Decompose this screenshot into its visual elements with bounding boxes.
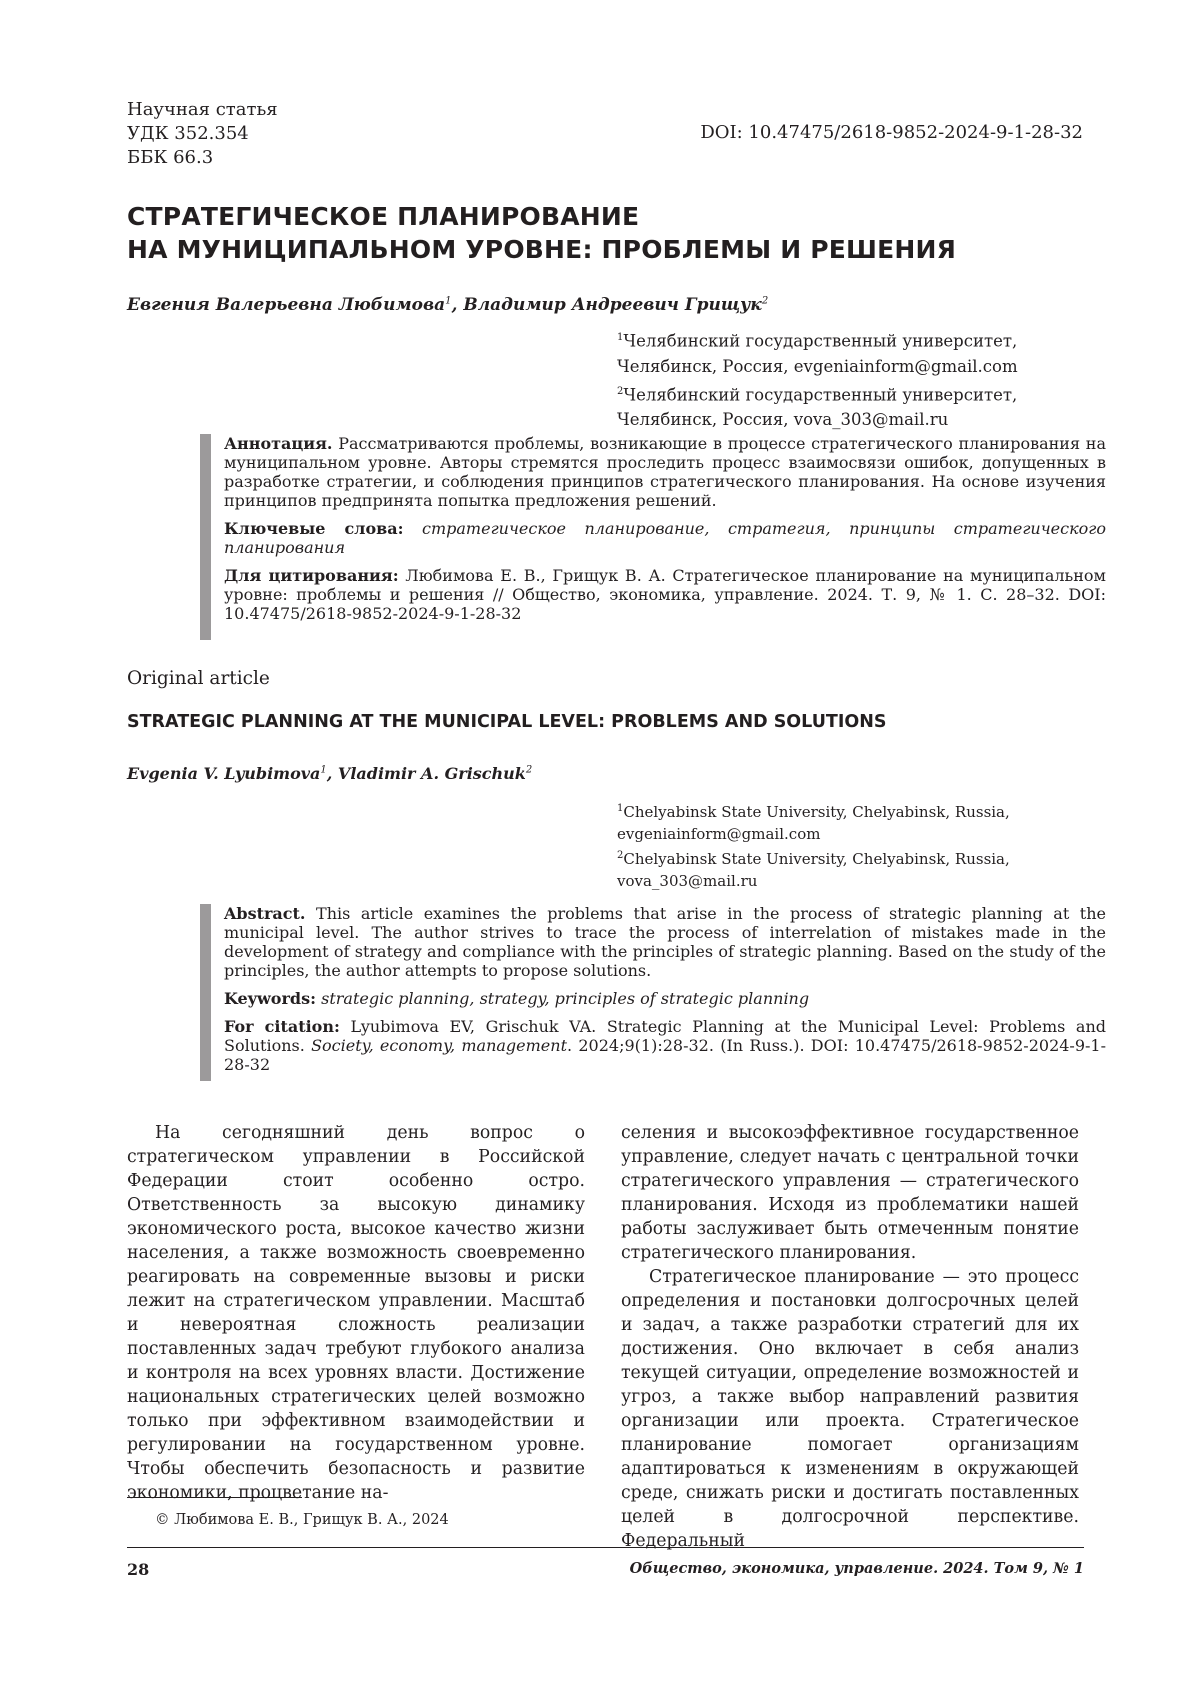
body-paragraph: селения и высокоэффективное государственное управление, следует начать с центральной точки стратегического управления — стратегического планирования. Исходя из проблематики нашей работы заслуживает быть отмеченным понятие стратегического планирования. bbox=[621, 1123, 1079, 1263]
footer-rule bbox=[127, 1547, 1084, 1548]
affiliation-en-1: $^1$Chelyabinsk State University, Chelyabinsk, Russia, bbox=[617, 803, 1010, 821]
author-2-ru-sup: 2 bbox=[761, 295, 769, 307]
title-ru-line2: НА МУНИЦИПАЛЬНОМ УРОВНЕ: ПРОБЛЕМЫ И РЕШЕНИЯ bbox=[127, 235, 957, 264]
journal-running-footer: Общество, экономика, управление. 2024. Том 9, № 1 bbox=[629, 1560, 1084, 1577]
title-ru bbox=[127, 200, 1087, 266]
title-en: STRATEGIC PLANNING AT THE MUNICIPAL LEVEL: PROBLEMS AND SOLUTIONS bbox=[127, 712, 887, 732]
abstract-box-ru bbox=[200, 434, 1106, 640]
affiliation-ru-1: $^1$Челябинский государственный университет, bbox=[617, 331, 1018, 351]
affiliation-en-2-email: vova_303@mail.ru bbox=[617, 872, 758, 890]
body-paragraph: На сегодняшний день вопрос о стратегическом управлении в Российской Федерации стоит особенно остро. Ответственность за высокую динамику экономического роста, высокое качество жизни населения, а также возможность своевременно реагировать на современные вызовы и риски лежит на стратегическом управлении. Масштаб и невероятная сложность реализации поставленных задач требуют глубокого анализа и контроля на всех уровнях власти. Достижение национальных стратегических целей возможно только при эффективном взаимодействии и регулировании на государственном уровне. Чтобы обеспечить безопасность и развитие экономики, процветание на- bbox=[127, 1123, 585, 1503]
body-column-right bbox=[621, 1121, 1079, 1553]
body-column-left bbox=[127, 1121, 585, 1505]
affiliation-en-2: $^2$Chelyabinsk State University, Chelyabinsk, Russia, bbox=[617, 850, 1010, 868]
affiliation-ru-1-location: Челябинск, Россия, evgeniainform@gmail.com bbox=[617, 356, 1018, 376]
citation-en: For citation: Lyubimova EV, Grischuk VA. Strategic Planning at the Municipal Level: Problems and Solutions. Society, economy, management. 2024;9(1):28-32. (In Russ.). DOI: 10.47475/2618-9852-2024-9-1-28-32 bbox=[224, 1017, 1107, 1074]
affiliation-ru-2: $^2$Челябинский государственный университет, bbox=[617, 385, 1018, 404]
keywords-ru: Ключевые слова: стратегическое планирование, стратегия, принципы стратегического планирования bbox=[224, 519, 1106, 557]
abstract-ru: Аннотация. Рассматриваются проблемы, возникающие в процессе стратегического планирования на муниципальном уровне. Авторы стремятся проследить процесс взаимосвязи ошибок, допущенных в разработке стратегии, и соблюдения принципов стратегического планирования. На основе изучения принципов предпринята попытка предложения решений. bbox=[224, 434, 1106, 510]
affiliation-ru-2-location: Челябинск, Россия, vova_303@mail.ru bbox=[617, 410, 949, 429]
authors-ru: Евгения Валерьевна Любимова$^1$, Владимир Андреевич Грищук$^2$ bbox=[127, 295, 769, 315]
author-1-en-sup: 1 bbox=[320, 764, 327, 776]
author-1-ru: Евгения Валерьевна Любимова bbox=[127, 295, 446, 315]
author-2-en-sup: 2 bbox=[525, 764, 533, 776]
author-1-en: Evgenia V. Lyubimova bbox=[127, 764, 321, 783]
title-ru-line1: СТРАТЕГИЧЕСКОЕ ПЛАНИРОВАНИЕ bbox=[127, 202, 640, 231]
affiliation-en-1-email: evgeniainform@gmail.com bbox=[617, 825, 821, 843]
article-meta bbox=[127, 98, 278, 170]
doi: DOI: 10.47475/2618-9852-2024-9-1-28-32 bbox=[700, 122, 1083, 143]
article-type-en: Original article bbox=[127, 668, 270, 689]
affiliations-en bbox=[617, 798, 1077, 892]
footnote-rule bbox=[127, 1497, 302, 1498]
copyright-footnote: © Любимова Е. В., Грищук В. А., 2024 bbox=[155, 1512, 449, 1528]
abstract-en: Abstract. This article examines the problems that arise in the process of strategic planning at the municipal level. The author strives to trace the process of interrelation of mistakes made in the development of strategy and compliance with the principles of strategic planning. Based on the study of the principles, the author attempts to propose solutions. bbox=[224, 904, 1106, 980]
body-paragraph: Стратегическое планирование — это процесс определения и постановки долгосрочных целей и задач, а также разработки стратегий для их достижения. Оно включает в себя анализ текущей ситуации, определение возможностей и угроз, а также выбор направлений развития организации или проекта. Стратегическое планирование помогает организациям адаптироваться к изменениям в окружающей среде, снижать риски и достигать поставленных целей в долгосрочной перспективе. Федеральный bbox=[621, 1267, 1079, 1551]
abstract-box-en bbox=[200, 904, 1106, 1081]
authors-en: Evgenia V. Lyubimova$^1$, Vladimir A. Grischuk$^2$ bbox=[127, 764, 533, 783]
bbk-code: ББК 66.3 bbox=[127, 147, 214, 168]
keywords-en: Keywords: strategic planning, strategy, principles of strategic planning bbox=[224, 989, 810, 1008]
page-number: 28 bbox=[127, 1560, 150, 1579]
citation-ru: Для цитирования: Любимова Е. В., Грищук В. А. Стратегическое планирование на муниципальном уровне: проблемы и решения // Общество, экономика, управление. 2024. Т. 9, № 1. С. 28–32. DOI: 10.47475/2618-9852-2024-9-1-28-32 bbox=[224, 566, 1107, 623]
article-type: Научная статья bbox=[127, 99, 278, 120]
author-1-ru-sup: 1 bbox=[445, 295, 452, 307]
author-2-en: Vladimir A. Grischuk bbox=[337, 764, 526, 783]
author-2-ru: Владимир Андреевич Грищук bbox=[463, 295, 762, 315]
affiliations-ru bbox=[617, 325, 1077, 432]
udk-code: УДК 352.354 bbox=[127, 123, 249, 144]
